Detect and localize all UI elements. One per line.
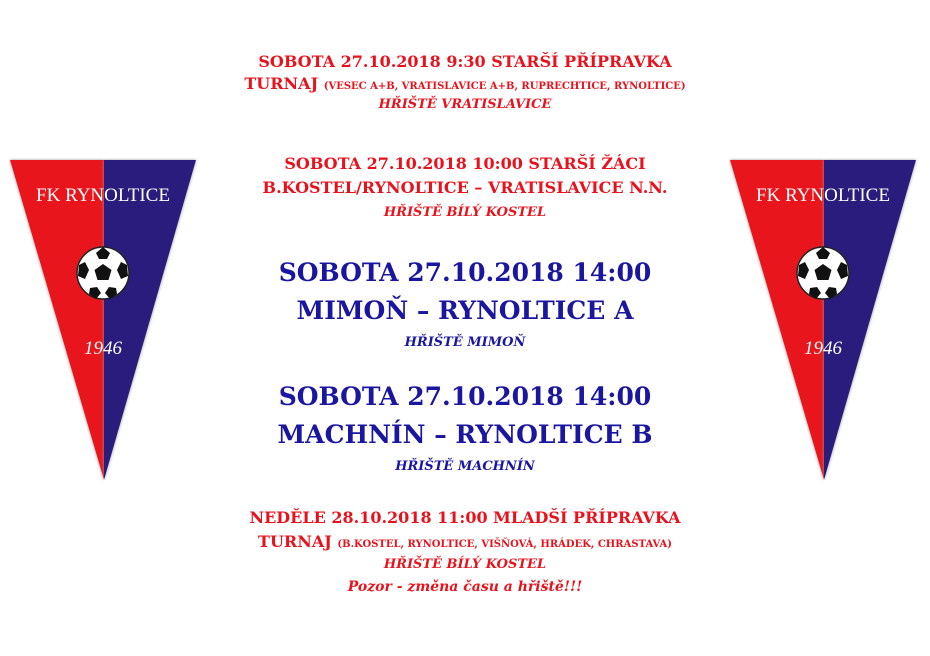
tournament-label: TURNAJ (244, 74, 319, 93)
match-block-5 (185, 510, 745, 600)
tournament-teams: (B.KOSTEL, RYNOLTICE, VIŠŇOVÁ, HRÁDEK, CHRASTAVA) (337, 539, 672, 550)
match-category: STARŠÍ PŘÍPRAVKA (491, 52, 672, 71)
founding-year-text: 1946 (84, 338, 122, 359)
match-teams: B.KOSTEL/RYNOLTICE – VRATISLAVICE N.N. (262, 178, 668, 197)
pennant-logo-left (8, 158, 198, 488)
match-datetime: NEDĚLE 28.10.2018 11:00 (249, 508, 488, 527)
match-venue: HŘIŠTĚ VRATISLAVICE (378, 97, 552, 112)
match-teams: MACHNÍN – RYNOLTICE B (277, 420, 653, 449)
club-name-text: FK RYNOLTICE (756, 185, 890, 206)
tournament-teams: (VESEC A+B, VRATISLAVICE A+B, RUPRECHTICE, RYNOLTICE) (323, 81, 686, 92)
match-datetime: SOBOTA 27.10.2018 9:30 (258, 52, 486, 71)
match-category: MLADŠÍ PŘÍPRAVKA (493, 508, 681, 527)
match-block-2 (185, 156, 745, 224)
founding-year-text: 1946 (804, 338, 842, 359)
match-venue: HŘIŠTĚ BÍLÝ KOSTEL (383, 205, 547, 220)
match-teams: MIMOŇ – RYNOLTICE A (296, 296, 634, 325)
match-venue: HŘIŠTĚ MACHNÍN (395, 459, 535, 474)
pennant-logo-right (728, 158, 918, 488)
match-heading (185, 54, 745, 76)
match-heading (185, 510, 745, 534)
tournament-line (185, 76, 745, 98)
match-category: STARŠÍ ŽÁCI (528, 154, 646, 173)
soccer-ball-icon (77, 247, 129, 299)
soccer-ball-icon (797, 247, 849, 299)
match-datetime: SOBOTA 27.10.2018 14:00 (278, 258, 652, 287)
club-name-text: FK RYNOLTICE (36, 185, 170, 206)
match-heading (185, 156, 745, 180)
match-block-3 (185, 260, 745, 354)
match-venue: HŘIŠTĚ BÍLÝ KOSTEL (383, 557, 547, 572)
match-datetime: SOBOTA 27.10.2018 14:00 (278, 382, 652, 411)
match-block-1 (185, 54, 745, 116)
match-block-4 (185, 384, 745, 478)
tournament-line (185, 534, 745, 558)
tournament-label: TURNAJ (258, 532, 332, 551)
change-warning: Pozor - změna času a hřiště!!! (347, 579, 583, 595)
match-venue: HŘIŠTĚ MIMOŇ (404, 335, 526, 350)
pennant-icon (8, 158, 198, 488)
match-datetime: SOBOTA 27.10.2018 10:00 (284, 154, 523, 173)
pennant-icon (728, 158, 918, 488)
